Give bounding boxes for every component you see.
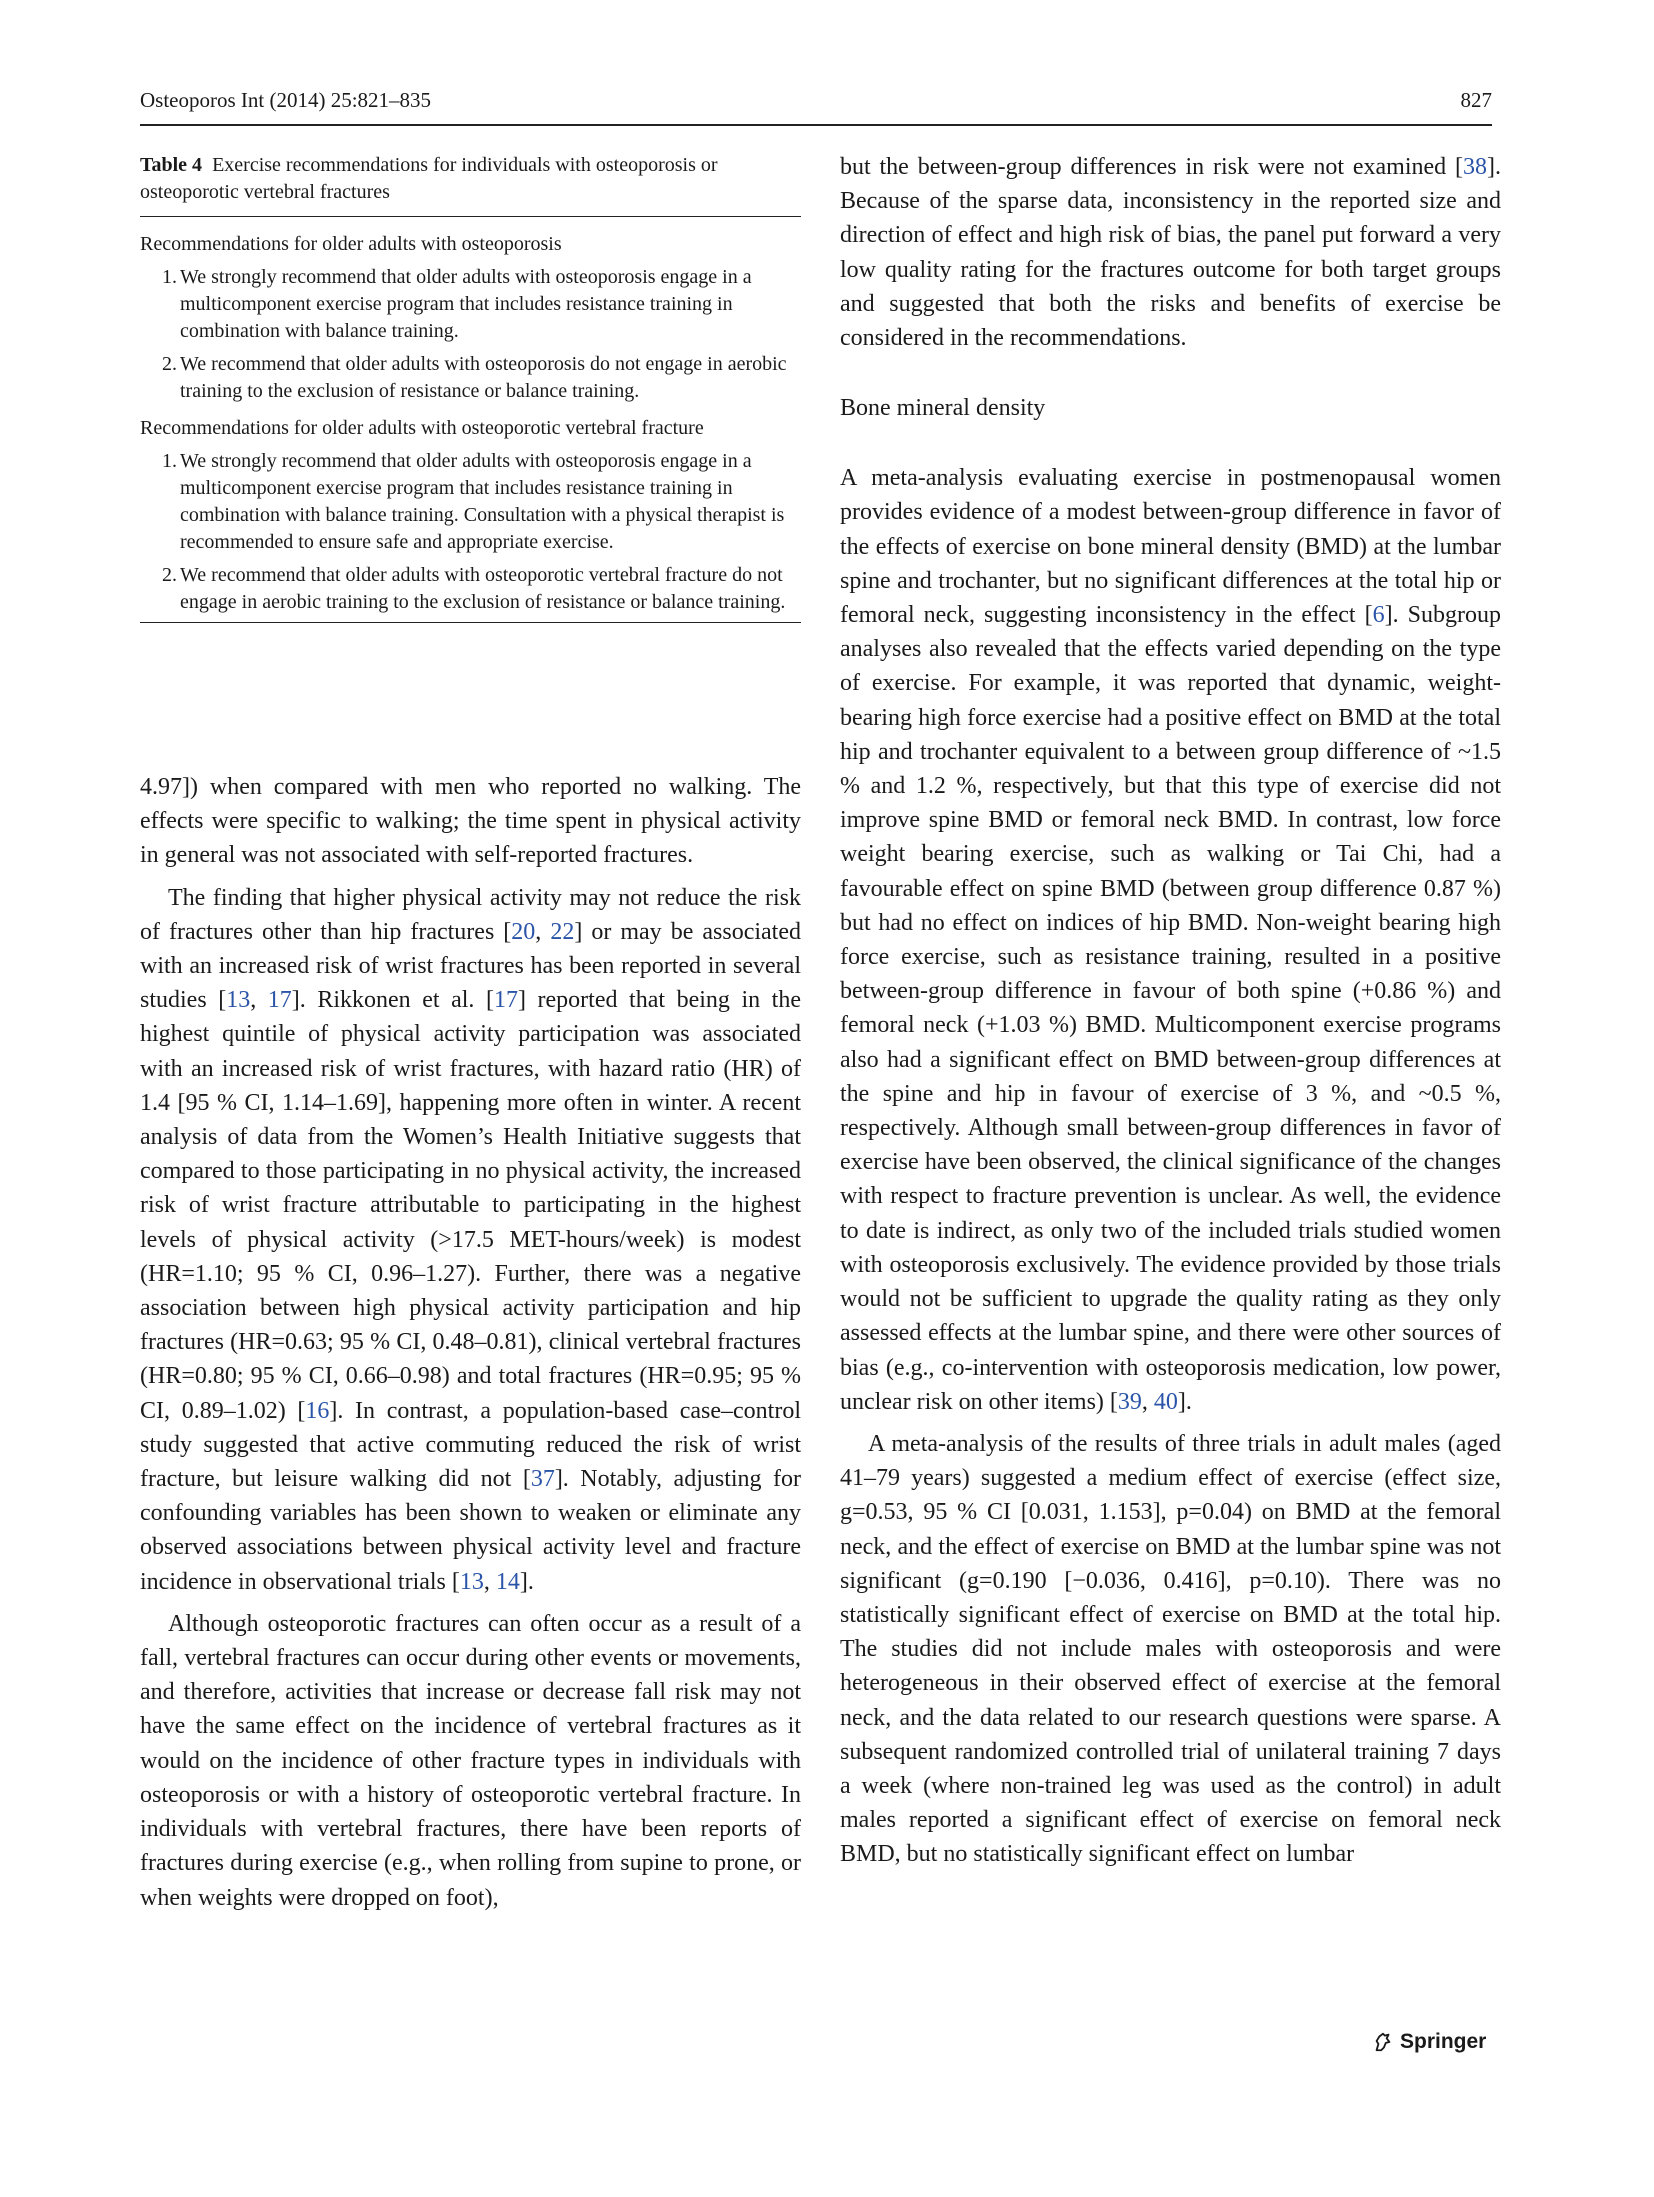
citation-link[interactable]: 16: [305, 1397, 330, 1424]
item-number: 1.: [162, 266, 177, 289]
table-caption: [140, 152, 801, 206]
table-4: [140, 152, 801, 623]
citation-link[interactable]: 6: [1372, 602, 1385, 629]
item-number: 2.: [162, 564, 177, 587]
table-section-vertebral-fracture: [140, 415, 801, 616]
right-column: [840, 150, 1501, 1872]
left-column-top: [140, 150, 801, 623]
citation-link[interactable]: 13: [459, 1568, 484, 1595]
citation-link[interactable]: 39: [1117, 1388, 1142, 1415]
item-number: 2.: [162, 353, 177, 376]
paragraph: A meta-analysis of the results of three trials in adult males (aged 41–79 years) suggested a medium effect of exercise (effect size, g=0.53, 95 % CI [0.031, 1.153], p=0.04) on BMD at the femoral neck, and the effect of exercise on BMD at the lumbar spine was not significant (g=0.190 [−0.036, 0.416], p=0.10). There was no statistically significant effect of exercise on BMD at the total hip. The studies did not include males with osteoporosis and were heterogeneous in their observed effect of exercise at the femoral neck, and the data related to our research questions were sparse. A subsequent randomized controlled trial of unilateral training 7 days a week (where non-trained leg was used as the control) in adult males reported a significant effect of exercise on femoral neck BMD, but no statistically significant effect on lumbar: [840, 1430, 1501, 1868]
table-section-heading: Recommendations for older adults with osteoporosis: [140, 233, 562, 256]
publisher-logo: [1372, 2030, 1486, 2054]
item-text: We strongly recommend that older adults with osteoporosis engage in a multicomponent exercise program that includes resistance training in combination with balance training.: [180, 266, 752, 343]
table-label: Table 4: [140, 154, 203, 176]
citation-link[interactable]: 38: [1463, 154, 1487, 180]
header-rule: [140, 124, 1492, 126]
paragraph: Although osteoporotic fractures can often occur as a result of a fall, vertebral fractures can occur during other events or movements, and therefore, activities that increase or decrease fall risk may not have the same effect on the incidence of vertebral fractures as it would on the incidence of other fracture types in individuals with osteoporosis or with a history of osteoporotic vertebral fracture. In individuals with vertebral fractures, there have been reports of fractures during exercise (e.g., when rolling from supine to prone, or when weights were dropped on foot),: [140, 1610, 801, 1911]
citation-link[interactable]: 22: [550, 918, 575, 945]
item-text: We recommend that older adults with osteoporosis do not engage in aerobic training to the exclusion of resistance or balance training.: [180, 353, 787, 403]
paragraph: The finding that higher physical activity may not reduce the risk of fractures other than hip fractures [20, 22] or may be associated with an increased risk of wrist fractures has been reported in several studies [13, 17]. Rikkonen et al. [17] reported that being in the highest quintile of physical activity participation was associated with an increased risk of wrist fractures, with hazard ratio (HR) of 1.4 [95 % CI, 1.14–1.69], happening more often in winter. A recent analysis of data from the Women’s Health Initiative suggests that compared to those participating in no physical activity, the increased risk of wrist fracture attributable to participating in the highest levels of physical activity (>17.5 MET-hours/week) is modest (HR=1.10; 95 % CI, 0.96–1.27). Further, there was a negative association between high physical activity participation and hip fractures (HR=0.63; 95 % CI, 0.48–0.81), clinical vertebral fractures (HR=0.80; 95 % CI, 0.66–0.98) and total fractures (HR=0.95; 95 % CI, 0.89–1.02) [16]. In contrast, a population-based case–control study suggested that active commuting reduced the risk of wrist fracture, but leisure walking did not [37]. Notably, adjusting for confounding variables has been shown to weaken or eliminate any observed associations between physical activity level and fracture incidence in observational trials [13, 14].: [140, 884, 802, 1595]
table-caption-text: Exercise recommendations for individuals with osteoporosis or osteoporotic vertebral fractures: [140, 154, 718, 203]
table-section-osteoporosis: [140, 231, 801, 405]
paragraph: 4.97]) when compared with men who reported no walking. The effects were specific to walking; the time spent in physical activity in general was not associated with self-reported fractures.: [140, 774, 801, 869]
publisher-name: Springer: [1400, 2030, 1487, 2053]
paragraph: A meta-analysis evaluating exercise in postmenopausal women provides evidence of a modest between-group difference in favor of the effects of exercise on bone mineral density (BMD) at the lumbar spine and trochanter, but no significant differences at the total hip or femoral neck, suggesting inconsistency in the effect [6]. Subgroup analyses also revealed that the effects varied depending on the type of exercise. For example, it was reported that dynamic, weight-bearing high force exercise had a positive effect on BMD at the total hip and trochanter equivalent to a between group difference of ~1.5 % and 1.2 %, respectively, but that this type of exercise did not improve spine BMD or femoral neck BMD. In contrast, low force weight bearing exercise, such as walking or Tai Chi, had a favourable effect on spine BMD (between group difference 0.87 %) but had no effect on indices of hip BMD. Non-weight bearing high force exercise, such as resistance training, resulted in a positive between-group difference in favour of both spine (+0.86 %) and femoral neck (+1.03 %) BMD. Multicomponent exercise programs also had a significant effect on BMD between-group differences at the spine and hip in favour of exercise of 3 %, and ~0.5 %, respectively. Although small between-group differences in favor of exercise have been observed, the clinical significance of the changes with respect to fracture prevention is unclear. As well, the evidence to date is indirect, as only two of the included trials studied women with osteoporosis exclusively. The evidence provided by those trials would not be sufficient to upgrade the quality rating as they only assessed effects at the lumbar spine, and there were other sources of bias (e.g., co-intervention with osteoporosis medication, low power, unclear risk on other items) [39, 40].: [840, 465, 1501, 1415]
table-bottom-rule: [140, 622, 801, 623]
section-heading: Bone mineral density: [840, 395, 1046, 422]
item-text: We strongly recommend that older adults with osteoporosis engage in a multicomponent exercise program that includes resistance training in combination with balance training. Consultation with a physical therapist is recommended to ensure safe and appropriate exercise.: [180, 450, 785, 554]
table-item: [140, 351, 801, 405]
citation-link[interactable]: 37: [530, 1466, 555, 1493]
left-column-body: [140, 770, 801, 1915]
citation-link[interactable]: 17: [267, 987, 292, 1014]
citation-link[interactable]: 20: [511, 918, 536, 945]
page-number: 827: [1460, 88, 1492, 112]
journal-citation: Osteoporos Int (2014) 25:821–835: [140, 88, 432, 112]
citation-link[interactable]: 14: [495, 1568, 520, 1595]
table-item: [140, 264, 801, 345]
citation-link[interactable]: 40: [1153, 1388, 1178, 1415]
paragraph: but the between-group differences in risk were not examined [38]. Because of the sparse data, inconsistency in the reported size and direction of effect and high risk of bias, the panel put forward a very low quality rating for the fractures outcome for both target groups and suggested that both the risks and benefits of exercise be considered in the recommendations.: [840, 154, 1501, 352]
table-top-rule: [140, 216, 801, 217]
item-number: 1.: [162, 450, 177, 473]
citation-link[interactable]: 13: [226, 987, 251, 1014]
table-section-heading: Recommendations for older adults with osteoporotic vertebral fracture: [140, 417, 704, 440]
citation-link[interactable]: 17: [493, 987, 518, 1014]
table-item: [140, 448, 801, 556]
item-text: We recommend that older adults with osteoporotic vertebral fracture do not engage in aerobic training to the exclusion of resistance or balance training.: [180, 564, 786, 614]
springer-horse-icon: [1372, 2031, 1394, 2053]
table-item: [140, 562, 801, 616]
